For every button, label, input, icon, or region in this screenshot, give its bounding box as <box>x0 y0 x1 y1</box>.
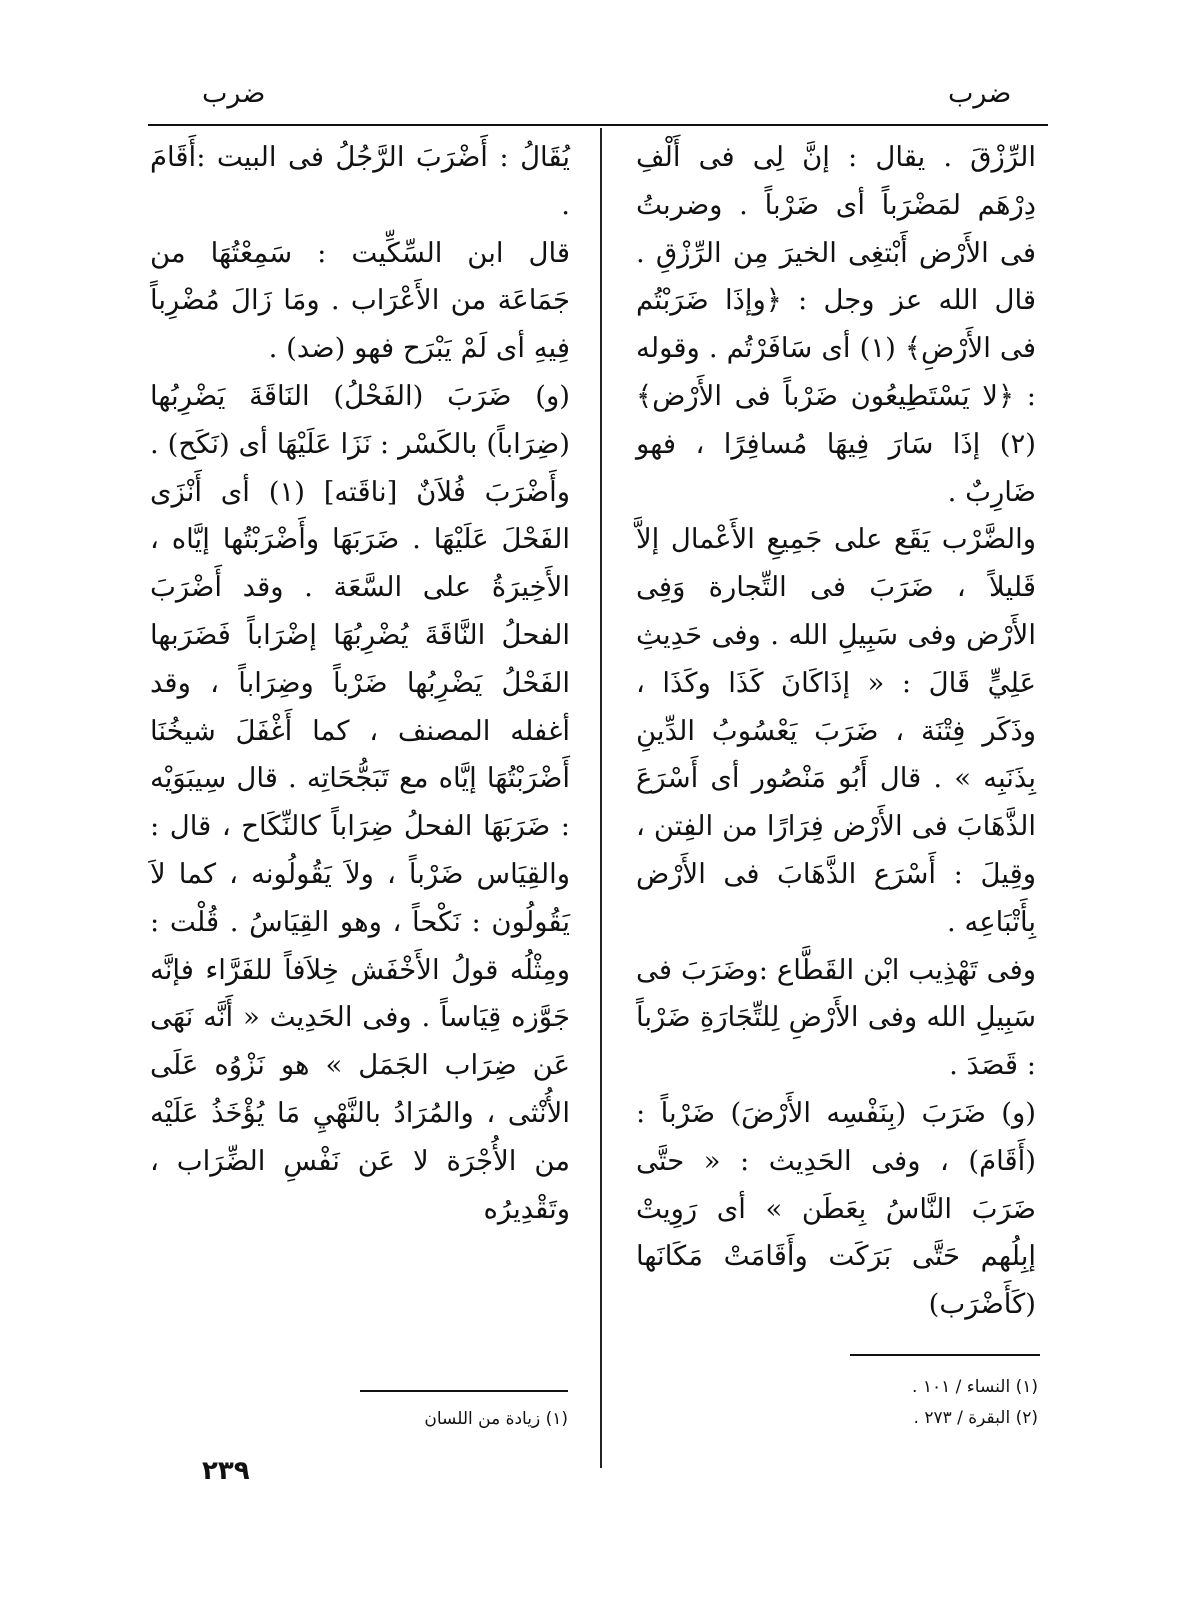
footnote-rule-left <box>360 1390 568 1392</box>
header-rule <box>148 124 1048 126</box>
paragraph: وفى تَهْذِيب ابْن القَطَّاع :وضَرَبَ فى سَبِيلِ الله وفى الأَرْضِ لِلتِّجَارَةِ ضَرْباً : قَصَدَ . <box>636 953 1036 1082</box>
paragraph: والضَّرْب يَقَع على جَمِيعِ الأَعْمال إلاَّ قَليلاً ، ضَرَبَ فى التِّجارة وَفِى الأَرْض وفى سَبِيلِ الله . وفى حَدِيثِ عَلِيٍّ قَالَ : « إذَاكَانَ كَذَا وكَذَا ، وذَكَر فِتْنَة ، ضَرَبَ يَعْسُوبُ الدِّينِ بِذَنَبِه » . قال أَبُو مَنْصُور أى أَسْرَعَ الذَّهَابَ فى الأَرْض فِرَارًا من الفِتن ، وقِيلَ : أَسْرَع الذَّهَابَ فى الأَرْض بِأَتْبَاعِه . <box>636 523 1036 938</box>
paragraph: يُقَالُ : أَضْرَبَ الرَّجُلُ فى البيت :أَقَامَ . <box>150 141 570 221</box>
page-number: ٢٣٩ <box>202 1456 250 1486</box>
footnote: (٢) البقرة / ٢٧٣ . <box>913 1408 1038 1428</box>
footnote: (١) زيادة من اللسان <box>424 1409 568 1429</box>
paragraph: الرِّزْقَ . يقال : إنَّ لِى فى أَلْفِ دِرْهَم لمَضْرَباً أى ضَرْباً . وضربتُ فى الأَرْض أَبْتغِى الخيرَ مِن الرِّزْقِ . قال الله عز وجل : ﴿وإذَا ضَرَبْتُم فى الأَرْضِ﴾ (١) أى سَافَرْتُم . وقوله : ﴿لا يَسْتَطِيعُون ضَرْباً فى الأَرْض﴾ (٢) إذَا سَارَ فِيهَا مُسافِرًا ، فهو ضَارِبٌ . <box>636 141 1036 508</box>
footnotes-right <box>820 1372 1038 1434</box>
footnotes-left <box>340 1404 568 1435</box>
footnote-rule-right <box>850 1354 1040 1356</box>
paragraph: قال ابن السِّكِّيت : سَمِعْتُهَا من جَمَاعَة من الأَعْرَاب . ومَا زَالَ مُضْرِباً فِيهِ أى لَمْ يَبْرَح فهو (ضد) . <box>150 236 570 365</box>
right-column <box>636 134 1036 1329</box>
left-column <box>150 134 570 1233</box>
footnote: (١) النساء / ١٠١ . <box>912 1377 1038 1397</box>
paragraph: (و) ضَرَبَ (الفَحْلُ) النَاقَةَ يَضْرِبُها (ضِرَاباً) بالكَسْر : نَزَا عَلَيْهَا أى (نَكَح) . وأَضْرَبَ فُلاَنٌ [ناقَته] (١) أى أَنْزَى الفَحْلَ عَلَيْهَا . ضَرَبَهَا وأَضْرَبْتُها إيَّاه ، الأَخِيرَةُ على السَّعَة . وقد أَضْرَبَ الفحلُ النَّاقَةَ يُضْرِبُهَا إضْرَاباً فَضَرَبها الفَحْلُ يَضْرِبُها ضَرْباً وضِرَاباً ، وقد أغفله المصنف ، كما أَغْفَلَ شيخُنَا أَضْرَبْتُهَا إيَّاه مع تَبَجُّحَاتِه . قال سِيبَوَيْه : ضَرَبَهَا الفحلُ ضِرَاباً كالنِّكَاح ، قال : والقِيَاس ضَرْباً ، ولاَ يَقُولُونه ، كما لاَ يَقُولُون : نَكْحاً ، وهو القِيَاسُ . قُلْت : ومِثْلُه قولُ الأَخْفَش خِلاَفاً للفَرَّاء فإنَّه جَوَّزه قِيَاساً . وفى الحَدِيث « أَنَّه نَهَى عَن ضِرَاب الجَمَل » هو نَزْوُه عَلَى الأُنْثى ، والمُرَادُ بالنَّهْيِ مَا يُؤْخَذُ عَلَيْه من الأُجْرَة لا عَن نَفْسِ الضِّرَاب ، وتَقْدِيرُه <box>150 379 570 1225</box>
running-header-right: ضرب <box>948 78 1012 109</box>
column-divider <box>600 128 602 1468</box>
running-header-left: ضرب <box>202 78 266 109</box>
paragraph: (و) ضَرَبَ (بِنَفْسِه الأَرْضَ) ضَرْباً : (أَقَامَ) ، وفى الحَدِيث : « حتَّى ضَرَبَ النَّاسُ بِعَطَن » أى رَوِيتْ إبِلُهم حَتَّى بَرَكَت وأَقَامَتْ مَكَانَها (كَأَضْرَب) <box>636 1096 1036 1321</box>
